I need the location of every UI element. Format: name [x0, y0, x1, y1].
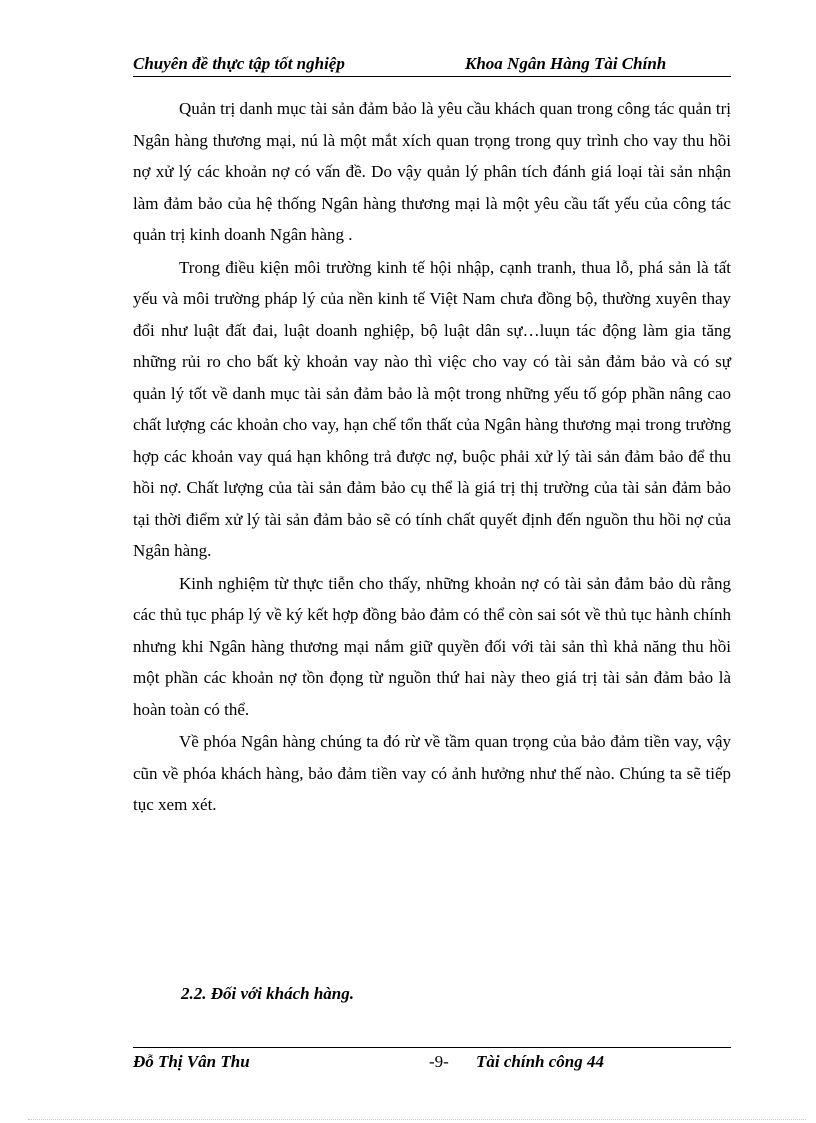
header-document-title: Chuyên đề thực tập tốt nghiệp [133, 54, 345, 73]
page-footer [133, 1047, 731, 1074]
paragraph: Kinh nghiệm từ thực tiễn cho thấy, những khoản nợ có tài sản đảm bảo dù rằng các thủ tục pháp lý về ký kết hợp đồng bảo đảm có thể còn sai sót về thủ tục hành chính nhưng khi Ngân hàng thương mại nắm giữ quyền đối với tài sản thì khả năng thu hồi một phần các khoản nợ tồn đọng từ nguồn thứ hai này theo giá trị tài sản đảm bảo là hoàn toàn có thể. [133, 573, 731, 719]
paragraph: Trong điều kiện môi trường kinh tế hội nhập, cạnh tranh, thua lỗ, phá sản là tất yếu và môi trường pháp lý của nền kinh tế Việt Nam chưa đồng bộ, thường xuyên thay đổi như luật đất đai, luật doanh nghiệp, bộ luật dân sự…luụn tác động làm gia tăng những rủi ro cho bất kỳ khoản vay nào thì việc cho vay có tài sản đảm bảo và có sự quản lý tốt về danh mục tài sản đảm bảo là một trong những yếu tố góp phần nâng cao chất lượng các khoản cho vay, hạn chế tổn thất của Ngân hàng thương mại trong trường hợp các khoản vay quá hạn không trả được nợ, buộc phải xử lý tài sản đảm bảo để thu hồi nợ. Chất lượng của tài sản đảm bảo cụ thể là giá trị thị trường của tài sản đảm bảo tại thời điểm xử lý tài sản đảm bảo sẽ có tính chất quyết định đến nguồn thu hồi nợ của Ngân hàng. [133, 257, 731, 560]
page-header [133, 52, 731, 77]
page-number: -9- [429, 1052, 449, 1071]
paragraph: Về phóa Ngân hàng chúng ta đó rừ về tầm quan trọng của bảo đảm tiền vay, vậy cũn về phóa khách hàng, bảo đảm tiền vay có ảnh hưởng như thế nào. Chúng ta sẽ tiếp tục xem xét. [133, 732, 731, 814]
body-text [133, 93, 731, 822]
footer-course: Tài chính công 44 [476, 1052, 604, 1071]
paragraph: Quản trị danh mục tài sản đảm bảo là yêu cầu khách quan trong công tác quản trị Ngân hàng thương mại, nú là một mắt xích quan trọng trong quy trình cho vay thu hồi nợ xử lý các khoản nợ có vấn đề. Do vậy quản lý phân tích đánh giá loại tài sản nhận làm đảm bảo của hệ thống Ngân hàng thương mại là một yêu cầu tất yếu của công tác quản trị kinh doanh Ngân hàng . [133, 99, 731, 244]
page-bottom-edge [28, 1119, 806, 1120]
header-faculty: Khoa Ngân Hàng Tài Chính [465, 54, 667, 73]
footer-author: Đỗ Thị Vân Thu [133, 1052, 250, 1071]
section-heading: 2.2. Đối với khách hàng. [181, 984, 355, 1003]
